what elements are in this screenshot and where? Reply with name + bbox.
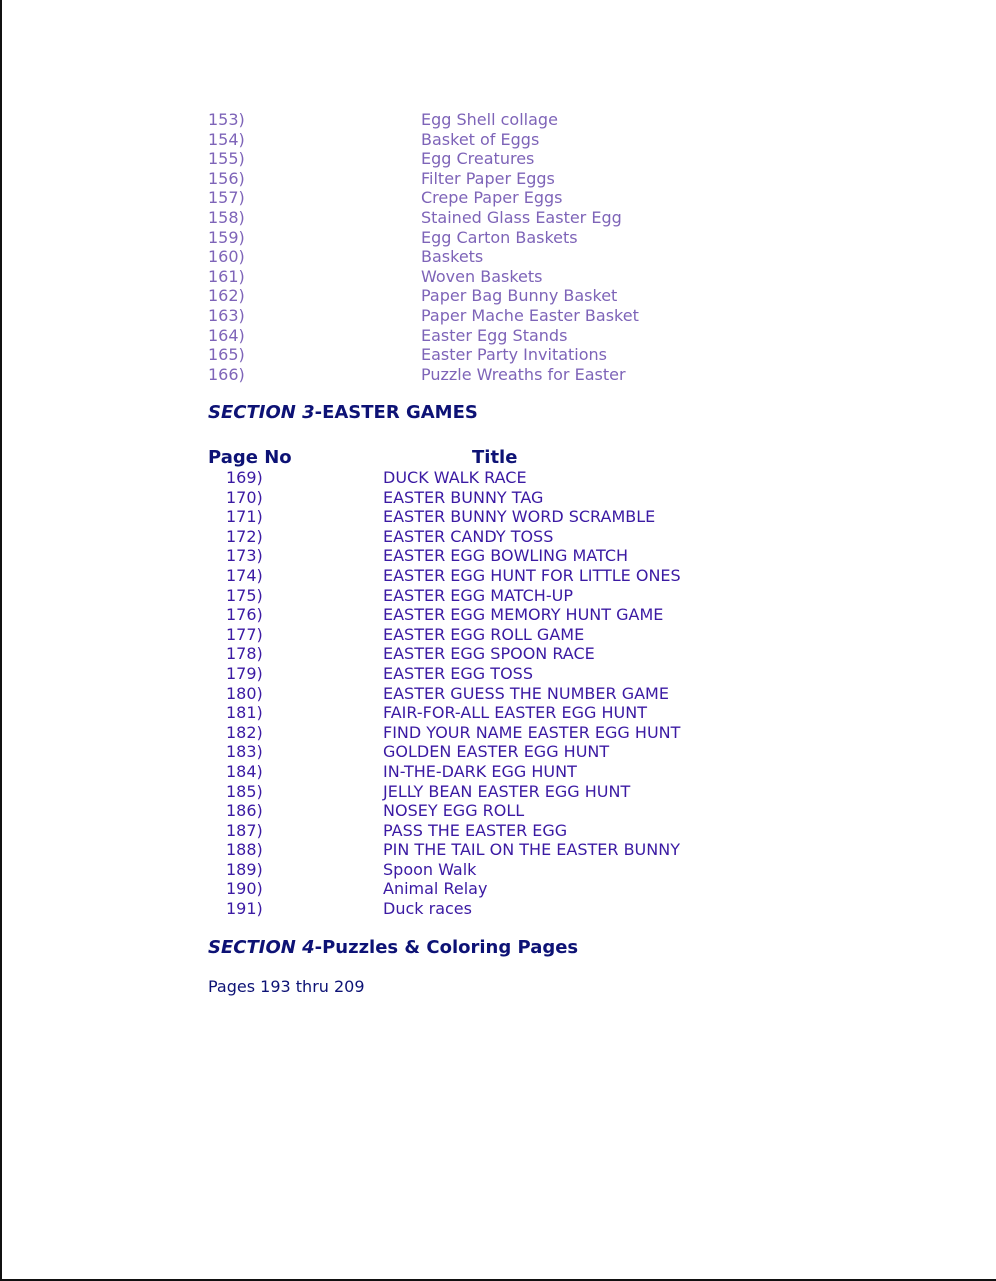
item-page-number: 153) xyxy=(208,110,245,129)
item-title: Woven Baskets xyxy=(421,266,543,286)
item-title: EASTER BUNNY WORD SCRAMBLE xyxy=(383,507,656,527)
item-page-number: 189) xyxy=(226,859,263,879)
item-title: Baskets xyxy=(421,247,484,267)
list-item xyxy=(208,169,908,189)
list-item xyxy=(208,801,908,821)
list-item xyxy=(208,782,908,802)
item-page-number: 169) xyxy=(226,468,263,487)
list-item xyxy=(208,703,908,723)
page-no-column-header: Page No xyxy=(208,447,292,468)
list-item xyxy=(208,228,908,248)
item-title: EASTER BUNNY TAG xyxy=(383,487,544,507)
list-item xyxy=(208,821,908,841)
list-item xyxy=(208,149,908,169)
item-title: Animal Relay xyxy=(383,879,488,899)
item-title: EASTER EGG ROLL GAME xyxy=(383,624,585,644)
section3-label: SECTION 3 xyxy=(208,402,315,423)
list-item xyxy=(208,507,908,527)
item-title: Egg Creatures xyxy=(421,149,535,169)
item-page-number: 182) xyxy=(226,722,263,742)
list-item xyxy=(208,762,908,782)
item-page-number: 171) xyxy=(226,507,263,527)
section4-label: SECTION 4 xyxy=(208,937,315,958)
item-title: NOSEY EGG ROLL xyxy=(383,801,525,821)
list-item xyxy=(208,723,908,743)
list-item xyxy=(208,860,908,880)
item-page-number: 183) xyxy=(226,742,263,762)
section4-title: -Puzzles & Coloring Pages xyxy=(314,937,579,958)
list-item xyxy=(208,365,908,385)
item-page-number: 157) xyxy=(208,188,245,208)
section3-heading xyxy=(208,402,478,423)
item-title: EASTER EGG MEMORY HUNT GAME xyxy=(383,605,664,625)
item-title: EASTER GUESS THE NUMBER GAME xyxy=(383,683,669,703)
item-page-number: 185) xyxy=(226,781,263,801)
section3-title: -EASTER GAMES xyxy=(314,402,478,423)
list-item xyxy=(208,110,908,130)
list-item xyxy=(208,546,908,566)
list-item xyxy=(208,208,908,228)
item-page-number: 186) xyxy=(226,801,263,821)
section2-list xyxy=(208,110,908,384)
item-page-number: 190) xyxy=(226,879,263,899)
item-title: PIN THE TAIL ON THE EASTER BUNNY xyxy=(383,840,680,860)
item-title: Egg Carton Baskets xyxy=(421,227,578,247)
title-column-header: Title xyxy=(472,447,518,468)
item-title: DUCK WALK RACE xyxy=(383,468,527,487)
item-page-number: 162) xyxy=(208,286,245,306)
list-item xyxy=(208,188,908,208)
item-title: EASTER EGG SPOON RACE xyxy=(383,644,595,664)
item-page-number: 158) xyxy=(208,207,245,227)
item-page-number: 174) xyxy=(226,565,263,585)
item-title: Puzzle Wreaths for Easter xyxy=(421,364,626,384)
list-item xyxy=(208,586,908,606)
item-title: Paper Mache Easter Basket xyxy=(421,305,639,325)
section4-pages-note: Pages 193 thru 209 xyxy=(208,977,365,996)
item-page-number: 163) xyxy=(208,305,245,325)
item-title: EASTER CANDY TOSS xyxy=(383,526,554,546)
item-page-number: 154) xyxy=(208,129,245,149)
item-page-number: 191) xyxy=(226,899,263,919)
item-page-number: 184) xyxy=(226,761,263,781)
item-page-number: 177) xyxy=(226,624,263,644)
list-item xyxy=(208,644,908,664)
item-page-number: 179) xyxy=(226,663,263,683)
list-item xyxy=(208,899,908,919)
item-title: JELLY BEAN EASTER EGG HUNT xyxy=(383,781,631,801)
item-title: Filter Paper Eggs xyxy=(421,168,555,188)
item-title: PASS THE EASTER EGG xyxy=(383,820,568,840)
list-item xyxy=(208,566,908,586)
item-page-number: 170) xyxy=(226,487,263,507)
item-title: FAIR-FOR-ALL EASTER EGG HUNT xyxy=(383,703,647,723)
item-title: Easter Party Invitations xyxy=(421,345,608,365)
item-title: EASTER EGG HUNT FOR LITTLE ONES xyxy=(383,565,681,585)
item-title: FIND YOUR NAME EASTER EGG HUNT xyxy=(383,722,681,742)
list-item xyxy=(208,879,908,899)
item-page-number: 181) xyxy=(226,703,263,723)
item-page-number: 187) xyxy=(226,820,263,840)
list-item xyxy=(208,684,908,704)
list-item xyxy=(208,527,908,547)
list-item xyxy=(208,345,908,365)
list-item xyxy=(208,625,908,645)
item-page-number: 156) xyxy=(208,168,245,188)
item-title: IN-THE-DARK EGG HUNT xyxy=(383,761,577,781)
item-page-number: 166) xyxy=(208,364,245,384)
item-page-number: 180) xyxy=(226,683,263,703)
list-item xyxy=(208,488,908,508)
item-title: Stained Glass Easter Egg xyxy=(421,207,622,227)
list-item xyxy=(208,742,908,762)
item-title: EASTER EGG BOWLING MATCH xyxy=(383,546,629,566)
list-item xyxy=(208,605,908,625)
item-page-number: 175) xyxy=(226,585,263,605)
item-page-number: 164) xyxy=(208,325,245,345)
item-title: EASTER EGG MATCH-UP xyxy=(383,585,573,605)
item-page-number: 160) xyxy=(208,247,245,267)
item-title: Basket of Eggs xyxy=(421,129,540,149)
item-title: Duck races xyxy=(383,899,472,919)
list-item xyxy=(208,326,908,346)
list-item xyxy=(208,267,908,287)
section3-list xyxy=(208,468,908,919)
list-item xyxy=(208,306,908,326)
item-title: EASTER EGG TOSS xyxy=(383,663,533,683)
item-title: Spoon Walk xyxy=(383,859,477,879)
section4-heading xyxy=(208,937,578,958)
item-title: Egg Shell collage xyxy=(421,110,558,129)
item-title: Crepe Paper Eggs xyxy=(421,188,563,208)
item-title: GOLDEN EASTER EGG HUNT xyxy=(383,742,610,762)
item-page-number: 173) xyxy=(226,546,263,566)
list-item xyxy=(208,286,908,306)
list-item xyxy=(208,468,908,488)
list-item xyxy=(208,664,908,684)
item-page-number: 176) xyxy=(226,605,263,625)
item-title: Paper Bag Bunny Basket xyxy=(421,286,618,306)
item-page-number: 172) xyxy=(226,526,263,546)
item-page-number: 161) xyxy=(208,266,245,286)
item-page-number: 155) xyxy=(208,149,245,169)
item-page-number: 165) xyxy=(208,345,245,365)
item-page-number: 178) xyxy=(226,644,263,664)
list-item xyxy=(208,130,908,150)
item-page-number: 159) xyxy=(208,227,245,247)
list-item xyxy=(208,840,908,860)
item-title: Easter Egg Stands xyxy=(421,325,568,345)
list-item xyxy=(208,247,908,267)
item-page-number: 188) xyxy=(226,840,263,860)
